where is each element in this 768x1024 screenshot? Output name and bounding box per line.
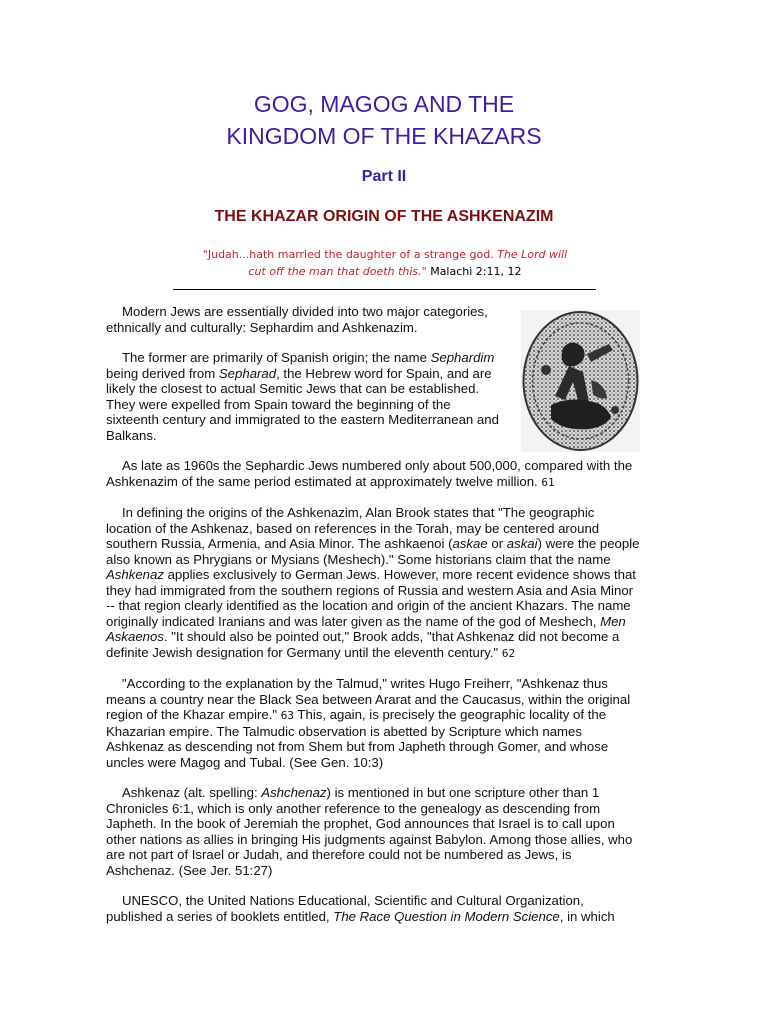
paragraph-2 — [106, 350, 506, 443]
p5-text: "According to the explanation by the Talmud," writes Hugo Freiherr, "Ashkenaz thus means a country near the Black Sea between Ararat and the Caucasus, within the original region of the Khazar empire." — [106, 676, 631, 722]
part-heading: Part II — [361, 168, 407, 185]
paragraph-6 — [106, 785, 640, 878]
p4-text: ) were the people also known as Phrygians or Mysians (Meshech)." Some historians claim that the name — [106, 536, 640, 567]
footnote-63[interactable]: 63 — [280, 709, 294, 722]
footnote-62[interactable]: 62 — [501, 646, 516, 660]
p2-text: , the Hebrew word for Spain, and are likely the closest to actual Semitic Jews that can be established. They were expelled from Spain toward the beginning of the sixteenth century and immigrated to the eastern Mediterranean and Balkans. — [106, 365, 499, 443]
p4-text: . "It should also be pointed out," Brook adds, "that Ashkenaz did not become a definite Jewish designation for Germany until the eleventh century." — [106, 629, 620, 660]
p7-booklet-title: The Race Question in Modern Science — [333, 908, 560, 924]
p2-sepharad: Sepharad — [218, 365, 277, 381]
p4-askae: askae — [452, 536, 488, 551]
p4-text: or — [487, 536, 507, 551]
epigraph — [200, 246, 570, 280]
p4-text: In defining the origins of the Ashkenazim, Alan Brook states that "The geographic location of the Ashkenaz, based on references in the Torah, may be centered around southern Russia, Armenia, and Asia Minor. The ashkaenoi ( — [106, 505, 600, 551]
paragraph-7 — [106, 893, 640, 924]
p5-text: This, again, is precisely the geographic locality of the Khazarian empire. The Talmudic observation is abetted by Scripture which names Ashkenaz as descending not from Shem but from Japheth through Gomer, and whose uncles were Magog and Tubal. (See Gen. 10:3) — [106, 707, 609, 770]
p4-text: applies exclusively to German Jews. However, more recent evidence shows that they had immigrated from the southern regions of Russia and western Asia and Asia Minor -- that region clearly identified as the location and origin of the ancient Khazars. The name originally indicated Iranians and was later given as the name of the god of Meshech, — [106, 567, 636, 629]
paragraph-4 — [106, 505, 640, 661]
title-line-1: GOG, MAGOG AND THE — [253, 91, 515, 117]
epigraph-reference: Malachi 2:11, 12 — [430, 265, 522, 278]
article-body — [106, 304, 640, 939]
footnote-61[interactable]: 61 — [541, 475, 555, 489]
epigraph-text-c: " — [421, 265, 431, 278]
paragraph-1: Modern Jews are essentially divided into two major categories, ethnically and culturally: Sephardim and Ashkenazim. — [106, 304, 488, 335]
p6-text: ) is mentioned in but one scripture other than 1 Chronicles 6:1, which is only another reference to the genealogy as descending from Japheth. In the book of Jeremiah the prophet, God announces that Israel is to call upon other nations as allies in bringing His judgments against Babylon. Among those allies, who are not part of Israel or Judah, and therefore could not be numbered as Jews, is Ashchenaz. (See Jer. 51:27) — [106, 785, 633, 878]
paragraph-3 — [106, 458, 640, 490]
epigraph-text-a: "Judah...hath married the daughter of a strange god. — [202, 248, 498, 261]
p6-text: Ashkenaz (alt. spelling: — [122, 785, 262, 800]
p2-sephardim: Sephardim — [430, 350, 495, 365]
p3-text: As late as 1960s the Sephardic Jews numbered only about 500,000, compared with the Ashkenazim of the same period estimated at approximately twelve million. — [106, 458, 633, 489]
p4-men-askaenos: Men Askaenos — [106, 613, 626, 644]
title-line-2: KINGDOM OF THE KHAZARS — [226, 123, 542, 149]
paragraph-5 — [106, 676, 640, 770]
p7-text: UNESCO, the United Nations Educational, Scientific and Cultural Organization, published a series of booklets entitled, — [106, 893, 584, 924]
p6-ashchenaz: Ashchenaz — [261, 785, 327, 800]
p2-text: being derived from — [106, 365, 219, 381]
p4-ashkenaz: Ashkenaz — [106, 567, 164, 582]
p7-text: , in which — [559, 908, 615, 924]
epigraph-text-b: The Lord will cut off the man that doeth this. — [248, 248, 568, 278]
divider — [173, 289, 596, 290]
section-subtitle: THE KHAZAR ORIGIN OF THE ASHKENAZIM — [214, 208, 554, 225]
p2-text: The former are primarily of Spanish origin; the name — [122, 350, 431, 365]
page-title — [0, 88, 768, 152]
p4-askai: askai — [506, 536, 538, 551]
